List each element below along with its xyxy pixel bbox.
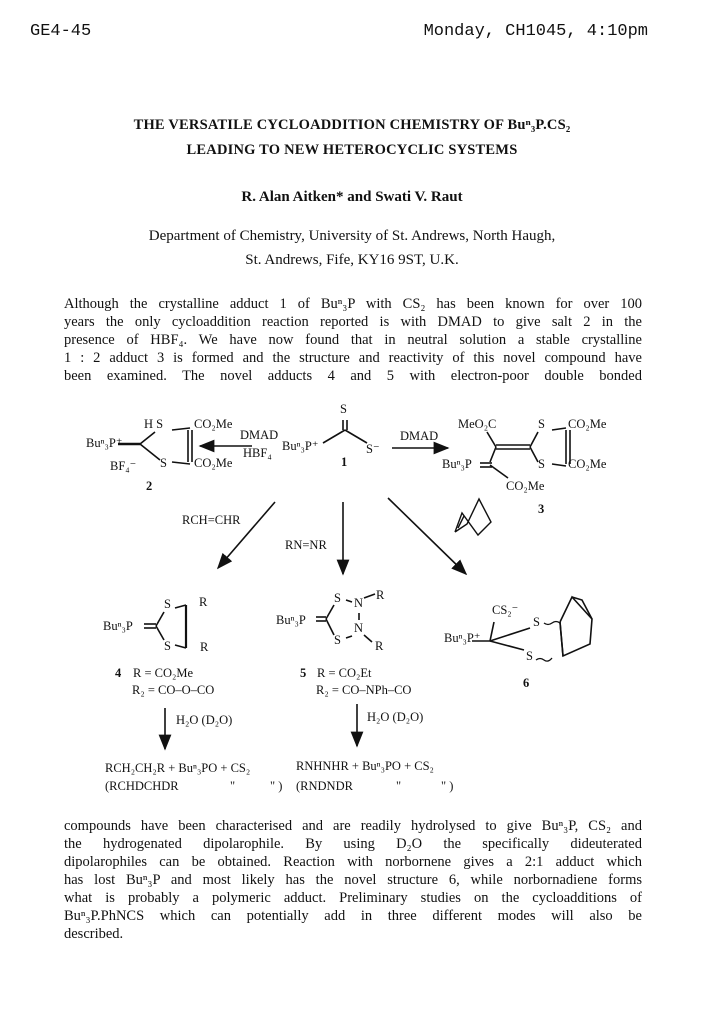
c4-r-def: R = CO₂Me: [133, 666, 194, 680]
c3-co2me-right: CO₂Me: [568, 457, 607, 471]
products-right-line-2: (RNDNDR: [296, 779, 353, 793]
c3-label: 3: [538, 502, 545, 516]
text-line: presence of HBF₄. We have now found that in neutral solution a stable crystalline: [64, 332, 642, 348]
affiliation-line-2: St. Andrews, Fife, KY16 9ST, U.K.: [245, 252, 459, 268]
c6-label: 6: [523, 676, 530, 690]
c6-cs2: CS₂⁻: [492, 603, 519, 617]
c2-bu3p: Buⁿ₃P⁺: [86, 436, 123, 450]
c5-s-top: S: [334, 591, 341, 605]
c5-bu3p: Buⁿ₃P: [276, 613, 306, 627]
text-line: been examined. The novel adducts 4 and 5 with electron-poor double bonded: [64, 368, 642, 384]
text-line: described.: [64, 926, 124, 942]
c2-s: S: [160, 456, 167, 470]
products-right-ditto-close: " ): [441, 779, 454, 793]
c1-s-top: S: [340, 402, 347, 416]
c3-meo2c: MeO₂C: [458, 417, 497, 431]
arrow-to-4: [218, 502, 275, 568]
c4-bu3p: Buⁿ₃P: [103, 619, 133, 633]
c2-co2me-bottom: CO₂Me: [194, 456, 233, 470]
c4-label: 4: [115, 666, 122, 680]
products-left-line-1: RCH₂CH₂R + Buⁿ₃PO + CS₂: [105, 761, 251, 775]
c3-s-bottom: S: [538, 457, 545, 471]
paragraph-2: [64, 817, 642, 943]
title-line-1: THE VERSATILE CYCLOADDITION CHEMISTRY OF Buⁿ₃P.CS₂: [133, 117, 571, 133]
c5-r-def: R = CO₂Et: [317, 666, 372, 680]
c1-bu3p: Buⁿ₃P⁺: [282, 439, 319, 453]
c3-co2me-top: CO₂Me: [568, 417, 607, 431]
text-line: dipolarophiles can be obtained. Reaction with norbornene gives a 2:1 adduct which: [64, 854, 642, 870]
text-line: 1 : 2 adduct 3 is formed and the structure and reactivity of this novel compound have: [64, 350, 642, 366]
text-line: Buⁿ₃P.PhNCS which can potentially add in three different modes will also be: [64, 908, 642, 924]
c4-s-bottom: S: [164, 639, 171, 653]
c2-bf4: BF₄⁻: [110, 459, 137, 473]
text-line: the hydrogenated dipolarophile. By using D₂O the specifically dideuterated: [64, 836, 642, 852]
products-left-ditto: ": [230, 779, 236, 793]
text-line: has lost Buⁿ₃P and most likely has the novel structure 6, while norbornadiene forms: [64, 872, 642, 888]
products-left-line-2: (RCHDCHDR: [105, 779, 179, 793]
reagent-alkene: RCH=CHR: [182, 513, 241, 527]
c6-s-top: S: [533, 615, 540, 629]
c2-co2me-top: CO₂Me: [194, 417, 233, 431]
c6-bu3p: Buⁿ₃P⁺: [444, 631, 481, 645]
authors: R. Alan Aitken* and Swati V. Raut: [241, 189, 463, 205]
c5-r2-def: R₂ = CO–NPh–CO: [316, 683, 412, 697]
c3-bu3p: Buⁿ₃P: [442, 457, 472, 471]
c4-r-top: R: [199, 595, 208, 609]
c3-co2me-bottom: CO₂Me: [506, 479, 545, 493]
c5-s-bottom: S: [334, 633, 341, 647]
c5-label: 5: [300, 666, 307, 680]
c3-s-top: S: [538, 417, 545, 431]
affiliation-line-1: Department of Chemistry, University of St. Andrews, North Haugh,: [148, 228, 556, 244]
c1-label: 1: [341, 455, 348, 469]
c2-hs: H S: [144, 417, 164, 431]
arrow-left-reagent-top: DMAD: [240, 428, 279, 442]
c6-s-bottom: S: [526, 649, 533, 663]
c5-n-bottom: N: [354, 621, 364, 635]
products-left-ditto-close: " ): [270, 779, 283, 793]
c2-label: 2: [146, 479, 153, 493]
arrow-to-6: [388, 498, 466, 574]
hydrolysis-left-label: H₂O (D₂O): [176, 713, 233, 727]
c4-r2-def: R₂ = CO–O–CO: [132, 683, 215, 697]
products-right-line-1: RNHNHR + Buⁿ₃PO + CS₂: [296, 759, 434, 773]
products-right-ditto: ": [396, 779, 402, 793]
arrow-right-reagent: DMAD: [400, 429, 439, 443]
reagent-azo: RN=NR: [285, 538, 327, 552]
text-line: what is probably a polymeric adduct. Preliminary studies on the cycloadditions of: [64, 890, 642, 906]
header-datetime: Monday, CH1045, 4:10pm: [423, 22, 648, 41]
c5-r-top: R: [376, 588, 385, 602]
arrow-left-reagent-bottom: HBF₄: [243, 446, 272, 460]
c4-s-top: S: [164, 597, 171, 611]
c4-r-bottom: R: [200, 640, 209, 654]
text-line: years the only cycloaddition reaction reported is with DMAD to give salt 2 in the: [64, 314, 642, 330]
norbornene-icon: [455, 499, 491, 535]
c5-r-bottom: R: [375, 639, 384, 653]
title-line-2: LEADING TO NEW HETEROCYCLIC SYSTEMS: [186, 142, 518, 158]
c5-n-top: N: [354, 596, 364, 610]
text-line: Although the crystalline adduct 1 of Buⁿ₃P with CS₂ has been known for over 100: [64, 296, 642, 312]
text-line: compounds have been characterised and are readily hydrolysed to give Buⁿ₃P, CS₂ and: [64, 818, 642, 834]
header-code: GE4-45: [30, 22, 92, 41]
hydrolysis-right-label: H₂O (D₂O): [367, 710, 424, 724]
c1-s-minus: S⁻: [366, 442, 380, 456]
